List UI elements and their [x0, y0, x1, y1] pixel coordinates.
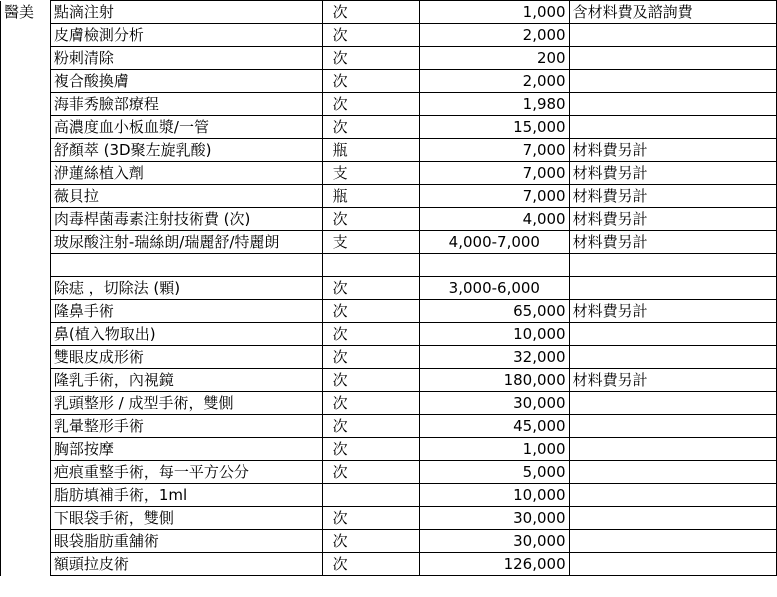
table-row	[1, 346, 777, 369]
item-name-cell[interactable]: 高濃度血小板血漿/一管	[50, 116, 322, 139]
section-cell[interactable]	[1, 47, 51, 70]
item-name-cell[interactable]: 鼻(植入物取出)	[50, 323, 322, 346]
unit-cell[interactable]: 次	[322, 208, 419, 231]
note-cell[interactable]	[569, 24, 776, 47]
table-row	[1, 185, 777, 208]
unit-cell[interactable]	[322, 254, 419, 277]
section-cell[interactable]	[1, 553, 51, 576]
price-cell[interactable]: 30,000	[420, 392, 570, 415]
price-cell[interactable]: 7,000	[420, 162, 570, 185]
item-name-cell[interactable]: 除痣 ，切除法 (顆)	[50, 277, 322, 300]
item-name-cell[interactable]: 乳頭整形 / 成型手術，雙側	[50, 392, 322, 415]
price-list-body	[1, 1, 777, 576]
table-row	[1, 323, 777, 346]
note-cell[interactable]	[569, 438, 776, 461]
section-cell[interactable]	[1, 254, 51, 277]
item-name-cell[interactable]	[50, 254, 322, 277]
item-name-cell[interactable]: 胸部按摩	[50, 438, 322, 461]
item-name-cell[interactable]: 雙眼皮成形術	[50, 346, 322, 369]
table-row	[1, 484, 777, 507]
item-name-cell[interactable]: 點滴注射	[50, 1, 322, 24]
section-cell[interactable]	[1, 93, 51, 116]
unit-cell[interactable]: 次	[322, 300, 419, 323]
item-name-cell[interactable]: 肉毒桿菌毒素注射技術費 (次)	[50, 208, 322, 231]
price-cell[interactable]	[420, 254, 570, 277]
note-cell[interactable]	[569, 530, 776, 553]
item-name-cell[interactable]: 疤痕重整手術，每一平方公分	[50, 461, 322, 484]
item-name-cell[interactable]: 皮膚檢測分析	[50, 24, 322, 47]
table-row	[1, 231, 777, 254]
note-cell[interactable]: 材料費另計	[569, 208, 776, 231]
section-cell[interactable]	[1, 185, 51, 208]
table-row	[1, 300, 777, 323]
price-cell[interactable]: 180,000	[420, 369, 570, 392]
table-row	[1, 254, 777, 277]
price-cell[interactable]: 7,000	[420, 185, 570, 208]
section-label-cell[interactable]: 醫美	[1, 1, 51, 24]
price-cell[interactable]: 126,000	[420, 553, 570, 576]
note-cell[interactable]: 含材料費及諮詢費	[569, 1, 776, 24]
section-cell[interactable]	[1, 346, 51, 369]
table-row	[1, 208, 777, 231]
item-name-cell[interactable]: 下眼袋手術，雙側	[50, 507, 322, 530]
item-name-cell[interactable]: 洢蓮絲植入劑	[50, 162, 322, 185]
note-cell[interactable]: 材料費另計	[569, 369, 776, 392]
price-cell[interactable]: 30,000	[420, 507, 570, 530]
item-name-cell[interactable]: 粉刺清除	[50, 47, 322, 70]
item-name-cell[interactable]: 脂肪填補手術，1ml	[50, 484, 322, 507]
unit-cell[interactable]: 次	[322, 277, 419, 300]
section-cell[interactable]	[1, 323, 51, 346]
price-cell[interactable]: 15,000	[420, 116, 570, 139]
unit-cell[interactable]	[322, 484, 419, 507]
table-row	[1, 392, 777, 415]
note-cell[interactable]: 材料費另計	[569, 139, 776, 162]
section-cell[interactable]	[1, 300, 51, 323]
section-cell[interactable]	[1, 116, 51, 139]
section-cell[interactable]	[1, 484, 51, 507]
table-row	[1, 162, 777, 185]
item-name-cell[interactable]: 舒顏萃 (3D聚左旋乳酸)	[50, 139, 322, 162]
note-cell[interactable]	[569, 47, 776, 70]
table-row	[1, 93, 777, 116]
unit-cell[interactable]: 次	[322, 70, 419, 93]
unit-cell[interactable]: 支	[322, 162, 419, 185]
note-cell[interactable]: 材料費另計	[569, 300, 776, 323]
item-name-cell[interactable]: 隆乳手術，內視鏡	[50, 369, 322, 392]
unit-cell[interactable]: 次	[322, 553, 419, 576]
price-cell[interactable]: 65,000	[420, 300, 570, 323]
item-name-cell[interactable]: 複合酸換膚	[50, 70, 322, 93]
price-cell[interactable]: 1,980	[420, 93, 570, 116]
item-name-cell[interactable]: 海菲秀臉部療程	[50, 93, 322, 116]
note-cell[interactable]: 材料費另計	[569, 231, 776, 254]
price-cell[interactable]: 2,000	[420, 24, 570, 47]
note-cell[interactable]: 材料費另計	[569, 185, 776, 208]
price-cell[interactable]: 45,000	[420, 415, 570, 438]
note-cell[interactable]	[569, 484, 776, 507]
price-cell[interactable]: 32,000	[420, 346, 570, 369]
price-cell[interactable]: 30,000	[420, 530, 570, 553]
item-name-cell[interactable]: 額頭拉皮術	[50, 553, 322, 576]
table-row	[1, 47, 777, 70]
unit-cell[interactable]: 支	[322, 231, 419, 254]
item-name-cell[interactable]: 隆鼻手術	[50, 300, 322, 323]
unit-cell[interactable]: 次	[322, 438, 419, 461]
section-cell[interactable]	[1, 70, 51, 93]
price-cell[interactable]: 4,000	[420, 208, 570, 231]
item-name-cell[interactable]: 眼袋脂肪重舖術	[50, 530, 322, 553]
unit-cell[interactable]: 次	[322, 415, 419, 438]
note-cell[interactable]	[569, 254, 776, 277]
unit-cell[interactable]: 次	[322, 93, 419, 116]
price-cell[interactable]: 200	[420, 47, 570, 70]
note-cell[interactable]: 材料費另計	[569, 162, 776, 185]
unit-cell[interactable]: 次	[322, 461, 419, 484]
unit-cell[interactable]: 次	[322, 24, 419, 47]
table-row	[1, 116, 777, 139]
table-row	[1, 369, 777, 392]
table-row	[1, 438, 777, 461]
unit-cell[interactable]: 次	[322, 116, 419, 139]
unit-cell[interactable]: 次	[322, 1, 419, 24]
unit-cell[interactable]: 次	[322, 507, 419, 530]
unit-cell[interactable]: 瓶	[322, 185, 419, 208]
note-cell[interactable]	[569, 277, 776, 300]
note-cell[interactable]	[569, 461, 776, 484]
item-name-cell[interactable]: 玻尿酸注射-瑞絲朗/瑞麗舒/特麗朗	[50, 231, 322, 254]
note-cell[interactable]	[569, 346, 776, 369]
table-row	[1, 507, 777, 530]
unit-cell[interactable]: 次	[322, 47, 419, 70]
section-cell[interactable]	[1, 461, 51, 484]
unit-cell[interactable]: 次	[322, 323, 419, 346]
note-cell[interactable]	[569, 70, 776, 93]
table-row	[1, 553, 777, 576]
price-cell[interactable]: 3,000-6,000	[420, 277, 570, 300]
section-cell[interactable]	[1, 507, 51, 530]
unit-cell[interactable]: 瓶	[322, 139, 419, 162]
section-cell[interactable]	[1, 415, 51, 438]
price-cell[interactable]: 1,000	[420, 1, 570, 24]
table-row	[1, 24, 777, 47]
section-cell[interactable]	[1, 530, 51, 553]
price-cell[interactable]: 7,000	[420, 139, 570, 162]
note-cell[interactable]	[569, 392, 776, 415]
section-cell[interactable]	[1, 438, 51, 461]
unit-cell[interactable]: 次	[322, 346, 419, 369]
price-cell[interactable]: 1,000	[420, 438, 570, 461]
note-cell[interactable]	[569, 507, 776, 530]
note-cell[interactable]	[569, 415, 776, 438]
section-cell[interactable]	[1, 24, 51, 47]
table-row	[1, 277, 777, 300]
table-row	[1, 70, 777, 93]
table-row	[1, 1, 777, 24]
table-row	[1, 530, 777, 553]
price-cell[interactable]: 4,000-7,000	[420, 231, 570, 254]
section-cell[interactable]	[1, 139, 51, 162]
section-cell[interactable]	[1, 392, 51, 415]
price-cell[interactable]: 10,000	[420, 323, 570, 346]
unit-cell[interactable]: 次	[322, 369, 419, 392]
note-cell[interactable]	[569, 323, 776, 346]
section-cell[interactable]	[1, 162, 51, 185]
table-row	[1, 139, 777, 162]
section-cell[interactable]	[1, 369, 51, 392]
table-row	[1, 415, 777, 438]
unit-cell[interactable]: 次	[322, 530, 419, 553]
item-name-cell[interactable]: 乳暈整形手術	[50, 415, 322, 438]
note-cell[interactable]	[569, 93, 776, 116]
price-cell[interactable]: 10,000	[420, 484, 570, 507]
section-cell[interactable]	[1, 231, 51, 254]
price-cell[interactable]: 2,000	[420, 70, 570, 93]
item-name-cell[interactable]: 薇貝拉	[50, 185, 322, 208]
price-cell[interactable]: 5,000	[420, 461, 570, 484]
section-cell[interactable]	[1, 277, 51, 300]
section-cell[interactable]	[1, 208, 51, 231]
note-cell[interactable]	[569, 116, 776, 139]
table-row	[1, 461, 777, 484]
note-cell[interactable]	[569, 553, 776, 576]
unit-cell[interactable]: 次	[322, 392, 419, 415]
